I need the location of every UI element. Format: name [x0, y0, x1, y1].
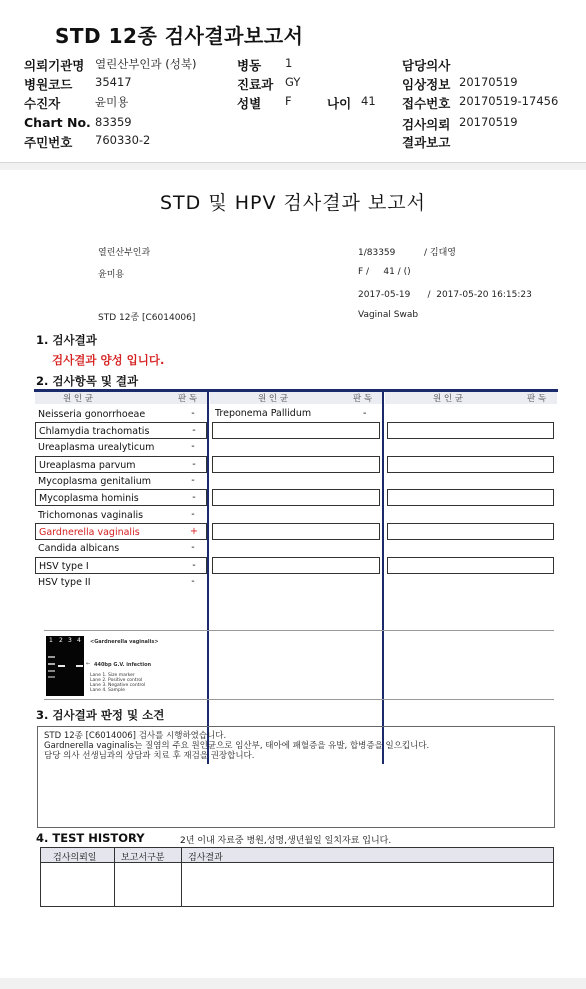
history-col-report-type: 보고서구분 [121, 853, 165, 863]
history-note: 2년 이내 자료중 병원,성명,생년월일 일치자료 입니다. [180, 836, 392, 846]
gel-band [48, 670, 55, 672]
label-request-date: 검사의뢰 [402, 117, 451, 132]
gel-legend-line: Lane 1. Size marker [90, 673, 135, 678]
empty-result-box [387, 422, 554, 439]
value-sex: F [285, 94, 292, 108]
gel-band [48, 676, 55, 678]
organism-result: - [191, 408, 195, 419]
gel-lane-number: 1 [49, 637, 53, 644]
gel-arrow-icon: ← [86, 661, 91, 667]
col2-organism-name: Treponema Pallidum [215, 408, 312, 419]
meta-sex-age: F / 41 / () [358, 267, 411, 277]
gel-band [48, 656, 55, 658]
gel-legend-line: Lane 2. Positive control [90, 678, 143, 683]
organism-row [35, 507, 207, 524]
value-department: GY [285, 75, 301, 89]
value-resident-number: 760330-2 [95, 133, 151, 147]
value-patient: 윤미용 [95, 95, 129, 109]
organism-result: - [191, 542, 195, 553]
history-col-divider [181, 848, 182, 906]
opinion-line: STD 12종 [C6014006] 검사를 시행하였습니다. [44, 731, 227, 741]
col2-organism-result: - [363, 408, 367, 419]
organism-name: Candida albicans [38, 543, 120, 554]
empty-result-box [212, 523, 380, 540]
gel-lane-number: 3 [68, 637, 72, 644]
col2-header-result: 판 독 [353, 394, 373, 404]
label-patient: 수진자 [24, 96, 61, 111]
organism-result: - [192, 459, 196, 470]
value-ward: 1 [285, 56, 293, 70]
label-resident-number: 주민번호 [24, 135, 73, 150]
organism-result: - [191, 441, 195, 452]
section-2-heading: 2. 검사항목 및 결과 [36, 374, 139, 388]
label-age: 나이 [327, 96, 352, 111]
label-report-date: 결과보고 [402, 135, 451, 150]
gel-band [48, 663, 55, 665]
organism-name: HSV type II [38, 577, 91, 588]
meta-test: STD 12종 [C6014006] [98, 313, 196, 323]
col3-header-result: 판 독 [527, 394, 547, 404]
empty-result-box [212, 456, 380, 473]
organism-row [35, 406, 207, 423]
history-col-divider [114, 848, 115, 906]
grid-divider-2 [382, 392, 384, 764]
header-row-chart [0, 115, 586, 133]
header-row-resident-number [0, 133, 586, 151]
label-department: 진료과 [237, 77, 274, 92]
meta-chart-doctor: 1/83359 / 김대영 [358, 248, 456, 258]
organism-result: - [191, 509, 195, 520]
history-table [40, 847, 554, 907]
organism-result: - [191, 576, 195, 587]
opinion-text-box [37, 726, 555, 828]
empty-result-box [212, 422, 380, 439]
history-header-row [41, 848, 553, 863]
col1-header-organism: 원 인 균 [63, 394, 94, 404]
label-hospital-code: 병원코드 [24, 77, 73, 92]
gel-legend-line: Lane 3. Negative control [90, 683, 146, 688]
label-ward: 병동 [237, 58, 262, 73]
organism-name: Mycoplasma genitalium [38, 476, 152, 487]
label-institution: 의뢰기관명 [24, 58, 85, 73]
organism-result: - [192, 560, 196, 571]
value-clinical-info: 20170519 [459, 75, 518, 89]
meta-hospital: 열린산부인과 [98, 248, 151, 258]
empty-result-box [387, 557, 554, 574]
organism-result: - [192, 492, 196, 503]
empty-result-box [387, 489, 554, 506]
organism-result: - [192, 425, 196, 436]
organism-row [35, 456, 207, 473]
organism-row-positive [35, 523, 207, 540]
gel-legend-line: Lane 4. Sample [90, 688, 125, 693]
meta-specimen: Vaginal Swab [358, 310, 419, 320]
organism-row [35, 540, 207, 557]
organism-name: Trichomonas vaginalis [38, 510, 144, 521]
gel-lane-number: 2 [59, 637, 63, 644]
header-row-hospital-code [0, 75, 586, 93]
value-age: 41 [361, 94, 376, 108]
opinion-line: Gardnerella vaginalis는 질염의 주요 원인균으로 임산부, 태아에 패혈증을 유발, 합병증을 일으킵니다. [44, 741, 430, 751]
section-4-heading: 4. TEST HISTORY [36, 831, 145, 845]
col2-header-organism: 원 인 균 [258, 394, 289, 404]
gel-title: <Gardnerella vaginalis> [90, 639, 159, 645]
empty-result-box [212, 557, 380, 574]
gel-band [58, 665, 65, 667]
section-1-heading: 1. 검사결과 [36, 333, 97, 347]
header-row-institution [0, 56, 586, 74]
organism-name: Ureaplasma urealyticum [38, 442, 155, 453]
organism-name: Chlamydia trachomatis [39, 426, 150, 437]
organism-row [35, 489, 207, 506]
gel-arrow-label: 440bp G.V. infection [94, 662, 152, 668]
organism-result: + [190, 526, 198, 537]
organism-name: HSV type I [39, 561, 89, 572]
organism-row [35, 473, 207, 490]
header-row-patient [0, 94, 586, 112]
col1-header-result: 판 독 [178, 394, 198, 404]
organism-result: - [191, 475, 195, 486]
empty-result-box [387, 456, 554, 473]
value-institution: 열린산부인과 (성북) [95, 57, 197, 71]
organism-row [35, 439, 207, 456]
section-3-heading: 3. 검사결과 판정 및 소견 [36, 708, 165, 722]
organism-name: Mycoplasma hominis [39, 493, 139, 504]
grid-divider-1 [207, 392, 209, 764]
page-title: STD 12종 검사결과보고서 [55, 24, 304, 48]
value-chart-no: 83359 [95, 115, 132, 129]
label-chart-no: Chart No. [24, 115, 91, 130]
label-clinical-info: 임상정보 [402, 77, 451, 92]
history-col-result: 검사결과 [188, 853, 223, 863]
organism-name: Neisseria gonorrhoeae [38, 409, 146, 420]
value-hospital-code: 35417 [95, 75, 132, 89]
organism-name: Ureaplasma parvum [39, 460, 136, 471]
organism-name: Gardnerella vaginalis [39, 527, 140, 538]
organism-row [35, 557, 207, 574]
history-col-request-date: 검사의뢰일 [53, 853, 97, 863]
positive-result-message: 검사결과 양성 입니다. [52, 353, 165, 367]
report-paper [0, 170, 586, 978]
report-title: STD 및 HPV 검사결과 보고서 [159, 192, 427, 214]
gel-lane-number: 4 [77, 637, 81, 644]
meta-dates: 2017-05-19 / 2017-05-20 16:15:23 [358, 290, 532, 300]
label-doctor: 담당의사 [402, 58, 451, 73]
gel-electrophoresis-image [46, 636, 84, 696]
gel-band [76, 665, 83, 667]
organism-row [35, 422, 207, 439]
empty-result-box [212, 489, 380, 506]
meta-patient: 윤미용 [98, 270, 125, 280]
label-receipt-number: 접수번호 [402, 96, 451, 111]
report-header [0, 0, 586, 163]
value-request-date: 20170519 [459, 115, 518, 129]
label-sex: 성별 [237, 96, 262, 111]
empty-result-box [387, 523, 554, 540]
opinion-line: 담당 의사 선생님과의 상담과 치료 후 재검을 권장합니다. [44, 751, 255, 761]
value-receipt-number: 20170519-17456 [459, 94, 559, 108]
organism-row [35, 574, 207, 591]
col3-header-organism: 원 인 균 [433, 394, 464, 404]
